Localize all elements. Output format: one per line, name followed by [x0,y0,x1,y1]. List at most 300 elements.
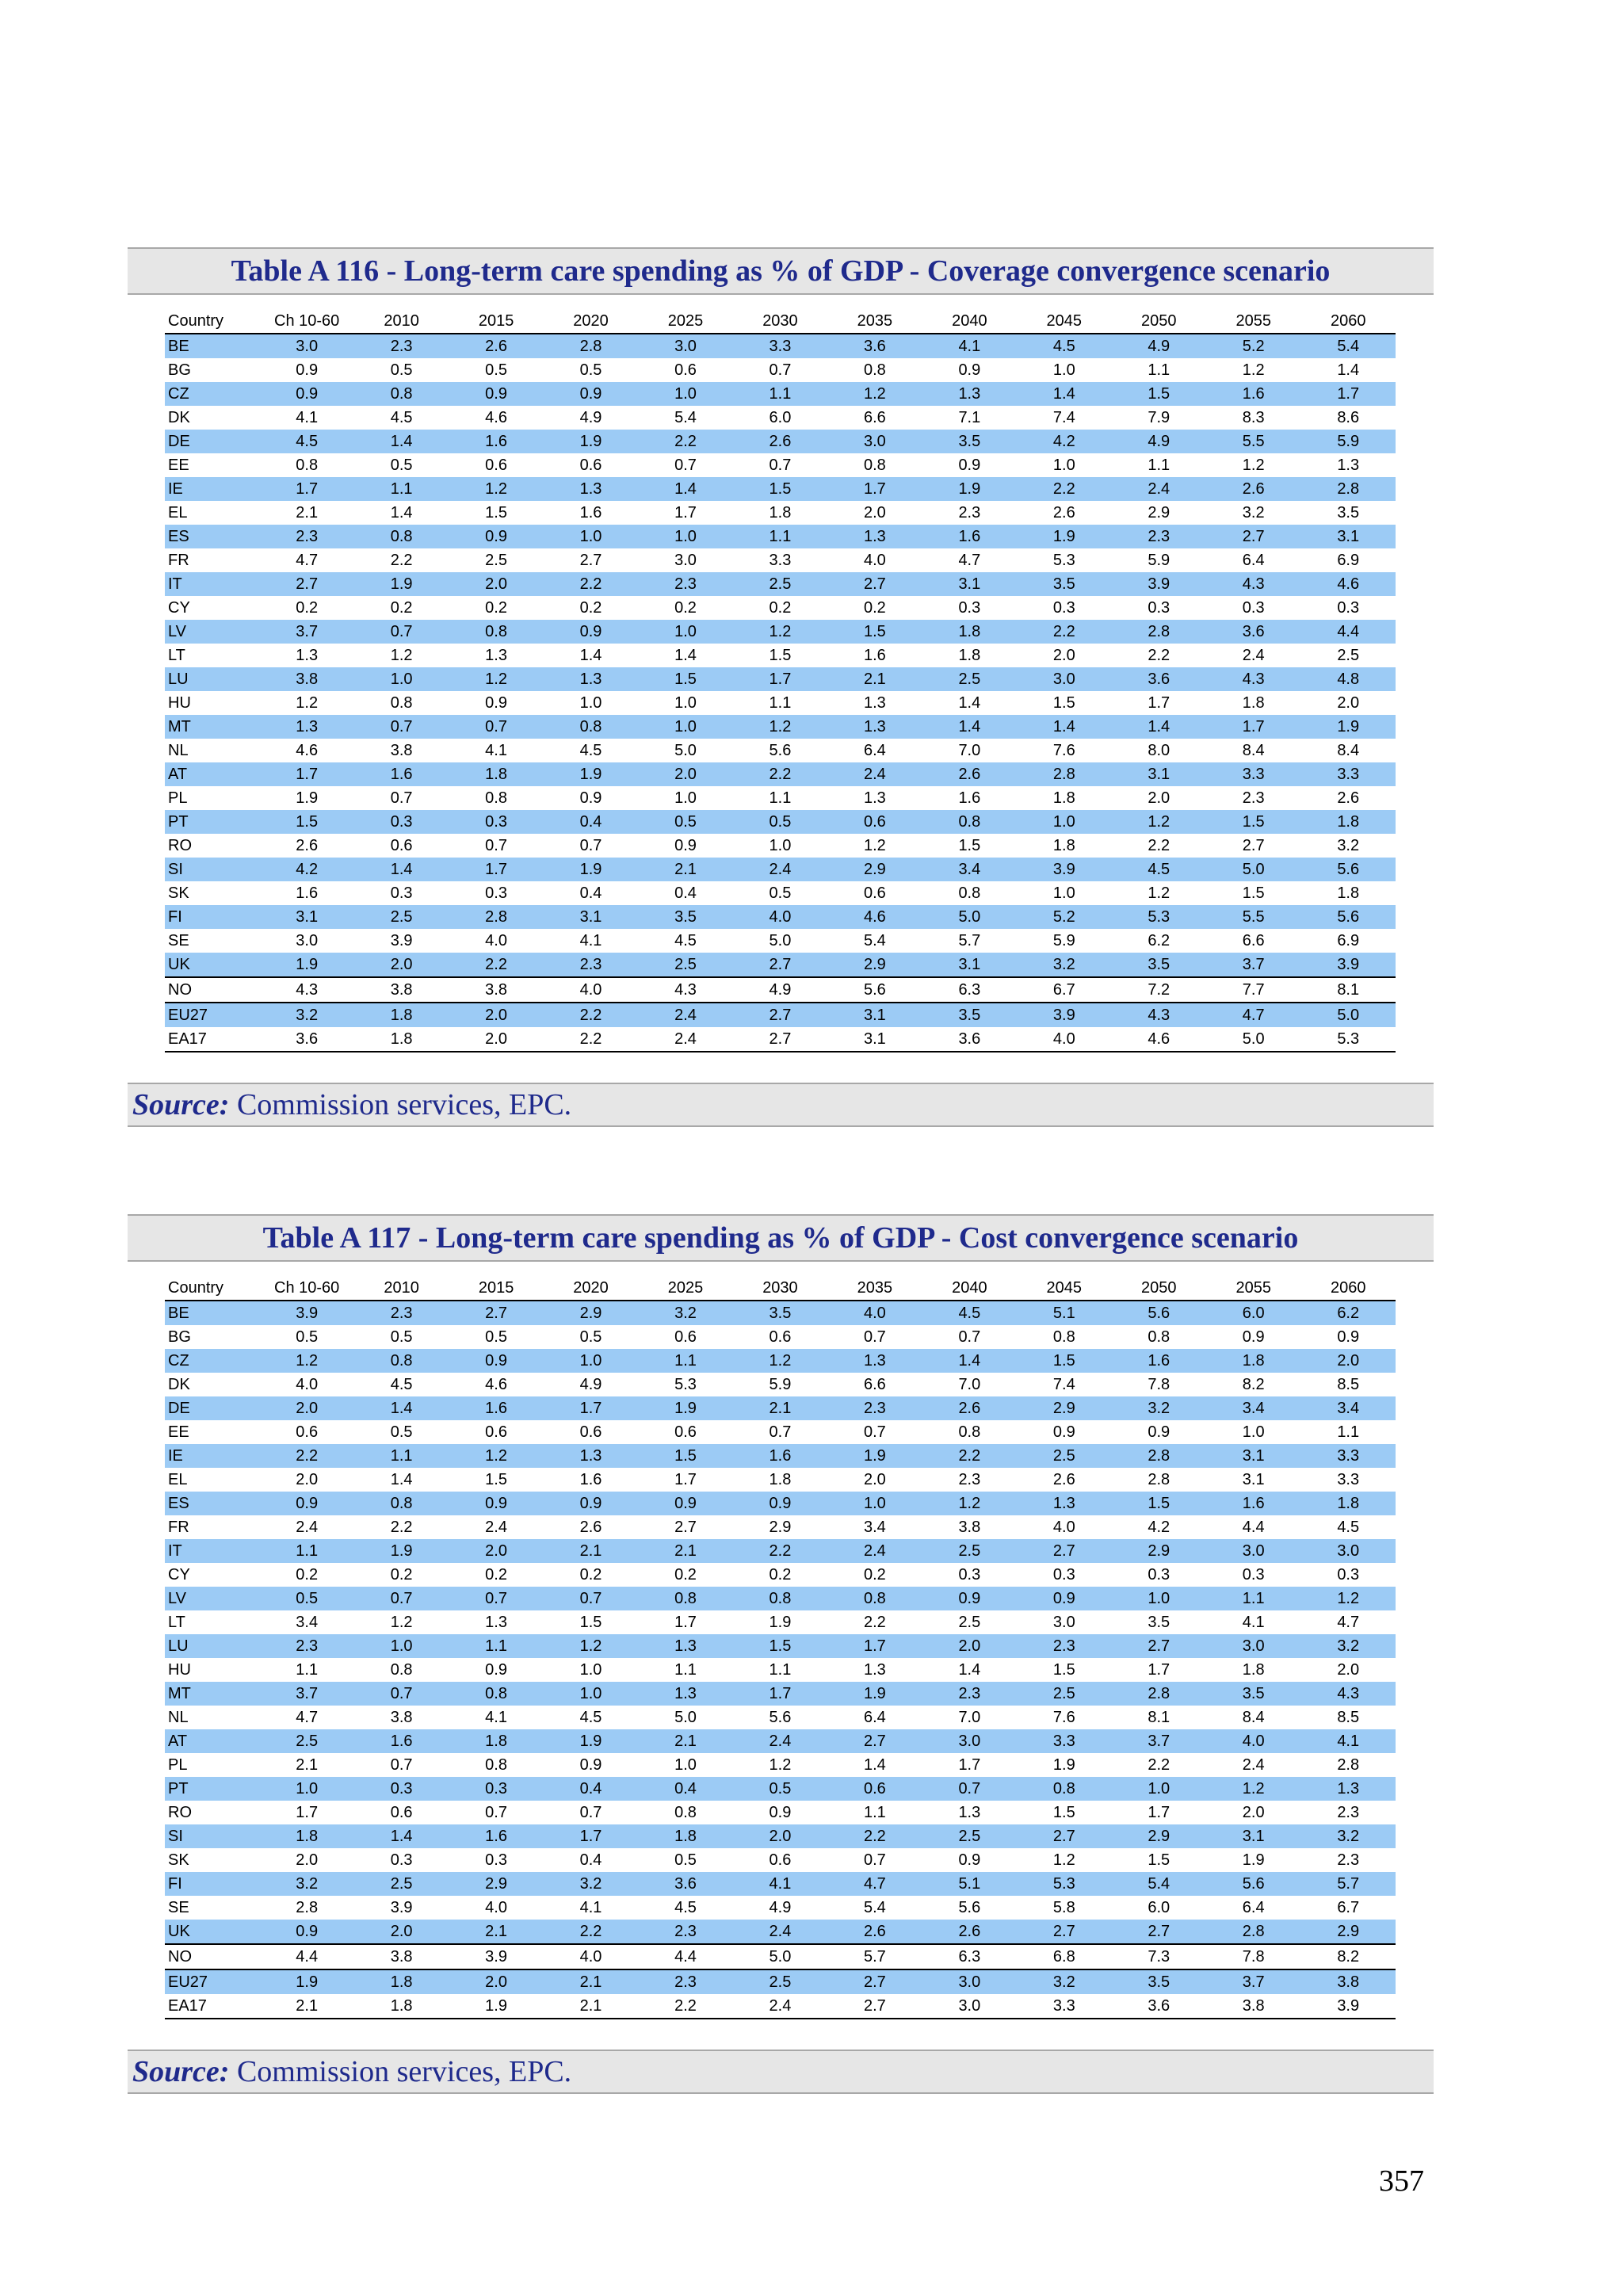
value-cell: 1.5 [485,503,507,521]
country-cell: LU [165,1634,259,1658]
table-row [165,525,1396,548]
table-row [165,1027,1396,1052]
value-cell: 2.0 [449,1027,543,1052]
value-cell: 2.8 [449,905,543,929]
table-row [165,1729,1396,1753]
value-cell: 0.5 [579,1328,602,1346]
value-cell: 2.9 [827,953,922,977]
country-cell: IE [165,1444,259,1468]
column-header: Country [165,309,259,334]
value-cell: 2.6 [296,836,319,854]
value-cell: 1.5 [958,836,981,854]
value-cell: 1.3 [827,1349,922,1373]
value-cell: 2.9 [827,858,922,881]
value-cell: 3.9 [1112,572,1206,596]
table-row [165,1444,1396,1468]
country-cell: EL [168,503,188,521]
value-cell: 2.0 [354,1920,449,1944]
value-cell: 1.6 [579,503,602,521]
value-cell: 1.8 [449,1729,543,1753]
value-cell: 2.3 [544,953,638,977]
value-cell: 2.2 [1148,1755,1170,1774]
value-cell: 8.5 [1337,1708,1360,1726]
value-cell: 2.1 [259,1994,353,2019]
column-header: 2010 [354,309,449,334]
value-cell: 0.6 [390,1803,413,1821]
country-cell: RO [168,836,192,854]
country-cell: FR [168,551,189,569]
value-cell: 3.2 [259,1003,353,1027]
value-cell: 3.2 [1300,1634,1396,1658]
value-cell: 3.1 [259,905,353,929]
value-cell: 2.6 [922,1396,1017,1420]
value-cell: 6.3 [922,977,1017,1003]
value-cell: 2.7 [1206,525,1300,548]
value-cell: 1.6 [1206,1492,1300,1515]
value-cell: 0.4 [579,884,602,902]
value-cell: 1.9 [544,762,638,786]
value-cell: 2.0 [449,572,543,596]
value-cell: 0.2 [863,598,886,617]
country-cell: EU27 [165,1003,259,1027]
value-cell: 6.4 [1242,551,1265,569]
value-cell: 2.2 [259,1444,353,1468]
value-cell: 1.9 [638,1396,732,1420]
value-cell: 0.8 [354,382,449,406]
value-cell: 0.2 [674,1565,697,1584]
value-cell: 1.1 [1148,361,1170,379]
value-cell: 0.3 [1337,598,1360,617]
value-cell: 2.2 [638,1994,732,2019]
value-cell: 8.3 [1242,408,1265,426]
value-cell: 2.3 [638,1969,732,1994]
value-cell: 4.1 [579,1898,602,1916]
value-cell: 0.8 [958,884,981,902]
value-cell: 3.1 [1112,762,1206,786]
value-cell: 0.6 [827,1777,922,1801]
value-cell: 1.3 [485,1613,507,1631]
value-cell: 0.8 [638,1587,732,1610]
value-cell: 1.5 [1112,1492,1206,1515]
value-cell: 1.0 [544,525,638,548]
table-row [165,1944,1396,1969]
value-cell: 2.0 [863,1470,886,1488]
page-number: 357 [1379,2164,1424,2198]
value-cell: 6.3 [922,1944,1017,1969]
value-cell: 4.2 [259,858,353,881]
value-cell: 0.3 [1242,1565,1265,1584]
value-cell: 5.4 [1300,334,1396,358]
value-cell: 2.2 [1017,620,1111,644]
value-cell: 1.7 [259,477,353,501]
country-cell: SE [168,1898,189,1916]
value-cell: 0.3 [1337,1565,1360,1584]
value-cell: 3.8 [1206,1994,1300,2019]
value-cell: 0.4 [544,1777,638,1801]
value-cell: 4.1 [579,931,602,949]
value-cell: 1.4 [1017,382,1111,406]
value-cell: 5.4 [863,931,886,949]
table-117 [165,1276,1396,2019]
value-cell: 1.9 [1052,1755,1075,1774]
value-cell: 5.6 [769,1708,792,1726]
value-cell: 1.5 [1206,810,1300,834]
value-cell: 1.9 [354,1539,449,1563]
value-cell: 2.0 [1052,646,1075,664]
value-cell: 0.8 [296,456,319,474]
value-cell: 0.3 [485,884,507,902]
column-header: 2060 [1300,309,1396,334]
table-row [165,1515,1396,1539]
value-cell: 2.7 [827,1729,922,1753]
value-cell: 0.9 [922,1587,1017,1610]
value-cell: 7.0 [958,1708,981,1726]
value-cell: 8.4 [1242,741,1265,759]
value-cell: 0.5 [259,1587,353,1610]
value-cell: 2.7 [1017,1824,1111,1848]
value-cell: 5.0 [1300,1003,1396,1027]
value-cell: 0.6 [769,1851,792,1869]
value-cell: 3.9 [259,1301,353,1325]
country-cell: SE [168,931,189,949]
value-cell: 3.6 [1112,1994,1206,2019]
value-cell: 0.3 [958,598,981,617]
value-cell: 1.0 [674,693,697,712]
value-cell: 1.3 [638,1682,732,1706]
value-cell: 0.7 [579,1803,602,1821]
value-cell: 4.4 [1242,1518,1265,1536]
value-cell: 8.2 [1242,1375,1265,1393]
value-cell: 5.5 [1206,430,1300,453]
value-cell: 0.5 [674,1851,697,1869]
country-cell: DK [168,408,190,426]
value-cell: 1.9 [827,1444,922,1468]
value-cell: 4.7 [296,551,319,569]
value-cell: 2.6 [1052,1470,1075,1488]
value-cell: 3.7 [1206,953,1300,977]
value-cell: 6.6 [863,1375,886,1393]
value-cell: 3.9 [390,1898,413,1916]
value-cell: 2.6 [922,762,1017,786]
country-cell: BE [165,1301,259,1325]
value-cell: 1.8 [1242,693,1265,712]
table-row [165,572,1396,596]
value-cell: 0.6 [827,810,922,834]
table-116 [165,309,1396,1052]
country-cell: BG [168,1328,191,1346]
country-cell: EL [168,1470,188,1488]
value-cell: 6.4 [863,1708,886,1726]
value-cell: 1.5 [259,810,353,834]
value-cell: 1.4 [1337,361,1360,379]
value-cell: 2.3 [354,334,449,358]
table-117-source [128,2050,1434,2094]
table-row [165,1634,1396,1658]
value-cell: 2.7 [827,1994,922,2019]
value-cell: 1.5 [769,646,792,664]
value-cell: 2.4 [638,1003,732,1027]
value-cell: 3.4 [296,1613,319,1631]
value-cell: 4.5 [1017,334,1111,358]
value-cell: 3.5 [638,905,732,929]
value-cell: 2.4 [733,858,827,881]
value-cell: 0.9 [259,1920,353,1944]
value-cell: 0.9 [958,456,981,474]
value-cell: 3.7 [259,1682,353,1706]
value-cell: 3.2 [544,1872,638,1896]
value-cell: 1.3 [544,1444,638,1468]
value-cell: 4.5 [674,1898,697,1916]
value-cell: 1.4 [958,693,981,712]
table-row [165,858,1396,881]
table-116-source [128,1083,1434,1127]
table-row [165,1003,1396,1027]
value-cell: 2.4 [733,1994,827,2019]
country-cell: EA17 [165,1994,259,2019]
table-row [165,739,1396,762]
table-row [165,762,1396,786]
table-row [165,1801,1396,1824]
value-cell: 0.6 [390,836,413,854]
table-row [165,334,1396,358]
value-cell: 4.7 [827,1872,922,1896]
value-cell: 1.0 [1112,1587,1206,1610]
value-cell: 2.2 [544,1027,638,1052]
value-cell: 2.0 [1337,1660,1360,1679]
value-cell: 5.7 [1300,1872,1396,1896]
value-cell: 1.0 [674,789,697,807]
column-header: 2025 [638,309,732,334]
value-cell: 2.2 [390,1518,413,1536]
value-cell: 4.9 [579,1375,602,1393]
value-cell: 1.1 [733,525,827,548]
value-cell: 3.0 [674,551,697,569]
value-cell: 0.8 [449,620,543,644]
source-label: Source: [132,1088,230,1121]
value-cell: 0.6 [579,1423,602,1441]
value-cell: 0.7 [769,361,792,379]
value-cell: 7.2 [1112,977,1206,1003]
value-cell: 4.9 [733,977,827,1003]
value-cell: 3.0 [922,1969,1017,1994]
value-cell: 2.7 [1017,1920,1111,1944]
value-cell: 0.9 [638,1492,732,1515]
value-cell: 0.7 [354,1587,449,1610]
table-row [165,596,1396,620]
country-cell: ES [165,1492,259,1515]
value-cell: 3.8 [390,1708,413,1726]
value-cell: 0.7 [390,789,413,807]
value-cell: 1.0 [1052,884,1075,902]
value-cell: 4.6 [296,741,319,759]
value-cell: 0.2 [769,1565,792,1584]
value-cell: 1.5 [1017,1349,1111,1373]
value-cell: 0.8 [390,1660,413,1679]
value-cell: 4.3 [1206,572,1300,596]
column-header: Country [165,1276,259,1301]
value-cell: 2.5 [638,953,732,977]
column-header: 2040 [922,1276,1017,1301]
value-cell: 0.3 [1242,598,1265,617]
value-cell: 1.2 [390,1613,413,1631]
value-cell: 0.9 [579,789,602,807]
value-cell: 0.3 [449,810,543,834]
value-cell: 5.3 [1052,551,1075,569]
value-cell: 5.0 [674,1708,697,1726]
country-cell: MT [165,715,259,739]
value-cell: 2.8 [1206,1920,1300,1944]
value-cell: 1.1 [1206,1587,1300,1610]
country-cell: NL [168,741,189,759]
table-row [165,905,1396,929]
value-cell: 2.2 [390,551,413,569]
value-cell: 1.7 [449,858,543,881]
value-cell: 2.0 [733,1824,827,1848]
table-row [165,1753,1396,1777]
country-cell: DE [165,430,259,453]
value-cell: 0.7 [863,1328,886,1346]
value-cell: 1.8 [769,503,792,521]
value-cell: 0.8 [485,1755,507,1774]
value-cell: 7.1 [958,408,981,426]
value-cell: 2.1 [296,503,319,521]
value-cell: 2.4 [733,1729,827,1753]
value-cell: 5.6 [958,1898,981,1916]
value-cell: 2.7 [733,1027,827,1052]
value-cell: 1.0 [354,1634,449,1658]
value-cell: 2.7 [259,572,353,596]
country-cell: BE [165,334,259,358]
value-cell: 4.3 [638,977,732,1003]
table-row [165,406,1396,430]
value-cell: 1.2 [296,693,319,712]
value-cell: 0.3 [354,1777,449,1801]
value-cell: 1.6 [733,1444,827,1468]
value-cell: 0.2 [579,598,602,617]
value-cell: 3.9 [1300,953,1396,977]
value-cell: 2.5 [485,551,507,569]
value-cell: 0.3 [449,1777,543,1801]
value-cell: 1.4 [354,858,449,881]
value-cell: 1.9 [296,789,319,807]
value-cell: 3.4 [1300,1396,1396,1420]
value-cell: 1.4 [1017,715,1111,739]
value-cell: 8.2 [1300,1944,1396,1969]
value-cell: 1.2 [259,1349,353,1373]
value-cell: 2.8 [1017,762,1111,786]
table-header-row [165,309,1396,334]
value-cell: 3.4 [1206,1396,1300,1420]
value-cell: 0.6 [674,1328,697,1346]
value-cell: 5.0 [733,1944,827,1969]
value-cell: 0.3 [1052,598,1075,617]
value-cell: 2.6 [1052,503,1075,521]
value-cell: 4.0 [296,1375,319,1393]
table-row [165,691,1396,715]
value-cell: 5.1 [1017,1301,1111,1325]
value-cell: 0.6 [769,1328,792,1346]
column-header: 2015 [449,1276,543,1301]
country-cell: CY [168,598,190,617]
value-cell: 6.0 [769,408,792,426]
value-cell: 1.1 [296,1660,319,1679]
value-cell: 2.6 [579,1518,602,1536]
value-cell: 0.9 [544,382,638,406]
value-cell: 4.3 [259,977,353,1003]
value-cell: 0.2 [674,598,697,617]
value-cell: 1.7 [733,1682,827,1706]
value-cell: 1.1 [1337,1423,1360,1441]
value-cell: 5.1 [922,1872,1017,1896]
value-cell: 1.6 [354,1729,449,1753]
value-cell: 0.6 [485,1423,507,1441]
value-cell: 3.9 [1300,1994,1396,2019]
value-cell: 3.0 [922,1729,1017,1753]
value-cell: 4.0 [485,931,507,949]
value-cell: 4.7 [1206,1003,1300,1027]
value-cell: 0.2 [579,1565,602,1584]
value-cell: 1.4 [863,1755,886,1774]
value-cell: 1.8 [1052,789,1075,807]
value-cell: 2.0 [354,953,449,977]
country-cell: IE [165,477,259,501]
value-cell: 2.3 [1337,1803,1360,1821]
value-cell: 1.2 [1242,361,1265,379]
value-cell: 3.1 [1206,1824,1300,1848]
table-row [165,1777,1396,1801]
value-cell: 0.3 [1148,598,1170,617]
value-cell: 0.7 [544,1587,638,1610]
value-cell: 1.9 [1017,525,1111,548]
table-row [165,834,1396,858]
value-cell: 5.2 [1206,334,1300,358]
value-cell: 4.1 [296,408,319,426]
value-cell: 0.9 [544,620,638,644]
table-row [165,1349,1396,1373]
value-cell: 6.0 [1148,1898,1170,1916]
country-cell: LT [168,1613,185,1631]
value-cell: 3.5 [1017,572,1111,596]
value-cell: 4.0 [733,905,827,929]
value-cell: 3.8 [449,977,543,1003]
value-cell: 3.1 [827,1027,922,1052]
value-cell: 2.8 [1148,1470,1170,1488]
value-cell: 3.8 [958,1518,981,1536]
value-cell: 3.0 [259,334,353,358]
value-cell: 2.5 [922,1539,1017,1563]
value-cell: 2.1 [544,1969,638,1994]
value-cell: 5.7 [827,1944,922,1969]
value-cell: 1.8 [638,1824,732,1848]
value-cell: 2.4 [827,762,922,786]
table-row [165,1301,1396,1325]
column-header: 2050 [1112,1276,1206,1301]
value-cell: 5.4 [863,1898,886,1916]
value-cell: 3.0 [296,931,319,949]
value-cell: 1.9 [544,858,638,881]
value-cell: 4.6 [827,905,922,929]
value-cell: 2.3 [259,525,353,548]
value-cell: 1.2 [922,1492,1017,1515]
value-cell: 2.5 [354,905,449,929]
value-cell: 2.1 [638,1729,732,1753]
value-cell: 1.6 [922,525,1017,548]
value-cell: 4.0 [1206,1729,1300,1753]
value-cell: 2.2 [1148,836,1170,854]
value-cell: 4.3 [1300,1682,1396,1706]
value-cell: 1.6 [958,789,981,807]
value-cell: 1.9 [544,430,638,453]
